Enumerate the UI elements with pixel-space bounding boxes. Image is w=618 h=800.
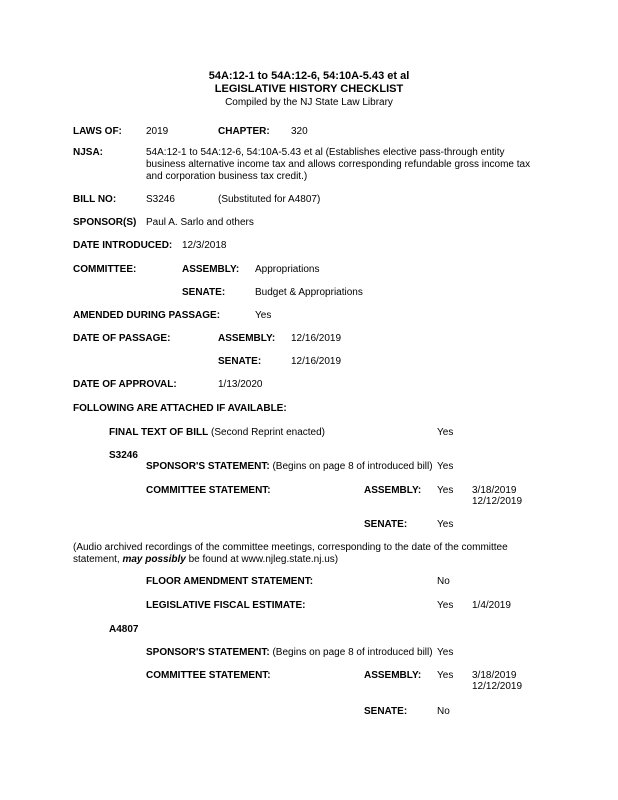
bill-no-label: BILL NO: — [73, 194, 117, 205]
a4807-sponsor-label: SPONSOR'S STATEMENT: — [146, 647, 270, 658]
s3246-assembly-label: ASSEMBLY: — [364, 485, 422, 496]
a4807-committee-label: COMMITTEE STATEMENT: — [146, 670, 271, 681]
audio-note-emphasis: may possibly — [122, 554, 186, 565]
compiled-by: Compiled by the NJ State Law Library — [225, 97, 393, 108]
s3246-senate-label: SENATE: — [364, 519, 408, 530]
njsa-label: NJSA: — [73, 147, 104, 158]
s3246-assembly-date1: 3/18/2019 — [472, 485, 517, 496]
final-text-label: FINAL TEXT OF BILL — [109, 427, 209, 438]
fiscal-estimate-value: Yes — [437, 600, 454, 611]
document-title: 54A:12-1 to 54A:12-6, 54:10A-5.43 et al — [208, 70, 410, 82]
audio-note-part2: be found at www.njleg.state.nj.us) — [185, 554, 339, 565]
amended-label: AMENDED DURING PASSAGE: — [73, 310, 221, 321]
committee-senate-value: Budget & Appropriations — [255, 287, 363, 298]
a4807-senate-label: SENATE: — [364, 706, 408, 717]
fiscal-estimate-label: LEGISLATIVE FISCAL ESTIMATE: — [146, 600, 306, 611]
chapter-value: 320 — [291, 126, 308, 137]
floor-amendment-label: FLOOR AMENDMENT STATEMENT: — [146, 576, 314, 587]
committee-senate-label: SENATE: — [182, 287, 226, 298]
s3246-senate-value: Yes — [437, 519, 454, 530]
floor-amendment-value: No — [437, 576, 450, 587]
passage-assembly-label: ASSEMBLY: — [218, 333, 276, 344]
date-introduced-label: DATE INTRODUCED: — [73, 240, 173, 251]
s3246-sponsor-row — [146, 461, 433, 473]
bill-no-note: (Substituted for A4807) — [218, 194, 321, 205]
s3246-assembly-value: Yes — [437, 485, 454, 496]
bill-no-value: S3246 — [146, 194, 175, 205]
s3246-committee-label: COMMITTEE STATEMENT: — [146, 485, 271, 496]
s3246-sponsor-value: Yes — [437, 461, 454, 472]
final-text-value: Yes — [437, 427, 454, 438]
a4807-heading: A4807 — [109, 624, 139, 635]
committee-assembly-label: ASSEMBLY: — [182, 264, 240, 275]
audio-note-part1: (Audio archived recordings of the committee meetings, corresponding to the date of the committee statement, — [73, 542, 508, 565]
committee-assembly-value: Appropriations — [255, 264, 320, 275]
amended-value: Yes — [255, 310, 272, 321]
passage-senate-value: 12/16/2019 — [291, 356, 342, 367]
date-introduced-value: 12/3/2018 — [182, 240, 227, 251]
a4807-sponsor-note: (Begins on page 8 of introduced bill) — [272, 647, 433, 658]
chapter-label: CHAPTER: — [218, 126, 270, 137]
sponsors-label: SPONSOR(S) — [73, 217, 137, 228]
date-of-approval-value: 1/13/2020 — [218, 379, 263, 390]
s3246-assembly-date2: 12/12/2019 — [472, 496, 523, 507]
laws-of-value: 2019 — [146, 126, 169, 137]
a4807-sponsor-value: Yes — [437, 647, 454, 658]
passage-senate-label: SENATE: — [218, 356, 262, 367]
sponsors-value: Paul A. Sarlo and others — [146, 217, 254, 228]
final-text-note: (Second Reprint enacted) — [211, 427, 326, 438]
fiscal-estimate-date: 1/4/2019 — [472, 600, 511, 611]
a4807-assembly-date2: 12/12/2019 — [472, 681, 523, 692]
committee-label: COMMITTEE: — [73, 264, 137, 275]
a4807-assembly-label: ASSEMBLY: — [364, 670, 422, 681]
a4807-senate-value: No — [437, 706, 450, 717]
a4807-assembly-value: Yes — [437, 670, 454, 681]
s3246-sponsor-note: (Begins on page 8 of introduced bill) — [272, 461, 433, 472]
audio-note — [73, 542, 553, 566]
a4807-sponsor-row — [146, 647, 433, 659]
final-text-row — [109, 427, 325, 439]
laws-of-label: LAWS OF: — [73, 126, 122, 137]
date-of-approval-label: DATE OF APPROVAL: — [73, 379, 177, 390]
a4807-assembly-date1: 3/18/2019 — [472, 670, 517, 681]
date-of-passage-label: DATE OF PASSAGE: — [73, 333, 171, 344]
s3246-heading: S3246 — [109, 450, 138, 461]
checklist-title: LEGISLATIVE HISTORY CHECKLIST — [214, 83, 404, 95]
attached-heading: FOLLOWING ARE ATTACHED IF AVAILABLE: — [73, 403, 287, 414]
s3246-sponsor-label: SPONSOR'S STATEMENT: — [146, 461, 270, 472]
njsa-value: 54A:12-1 to 54A:12-6, 54:10A-5.43 et al (Establishes elective pass-through entity business alternative income tax and allows corresponding refundable gross income tax and corporation business tax credit.) — [146, 147, 531, 182]
passage-assembly-value: 12/16/2019 — [291, 333, 342, 344]
